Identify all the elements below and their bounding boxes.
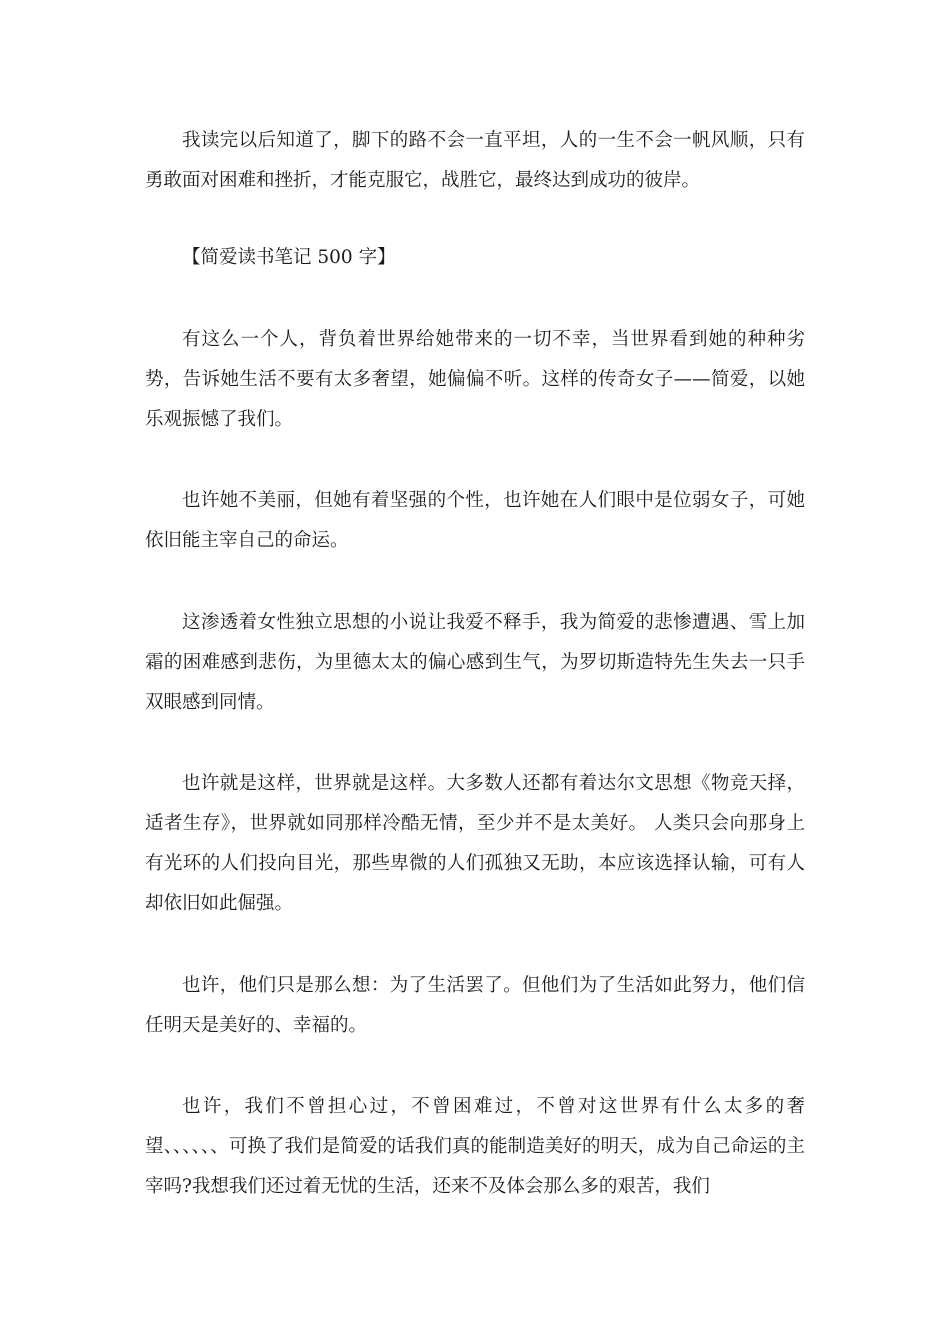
paragraph-character: 也许她不美丽，但她有着坚强的个性，也许她在人们眼中是位弱女子，可她依旧能主宰自己的命运。 [145,490,805,551]
paragraph-world: 也许就是这样，世界就是这样。大多数人还都有着达尔文思想《物竞天择，适者生存》，世界就如同那样冷酷无情，至少并不是太美好。 人类只会向那身上有光环的人们投向目光，那些卑微的人们孤独又无助，本应该选择认输，可有人却依旧如此倔强。 [145,773,805,914]
paragraph-novel: 这渗透着女性独立思想的小说让我爱不释手，我为简爱的悲惨遭遇、雪上加霜的困难感到悲伤，为里德太太的偏心感到生气，为罗切斯造特先生失去一只手双眼感到同情。 [145,612,805,713]
paragraph-reflection: 也许，我们不曾担心过，不曾困难过，不曾对这世界有什么太多的奢望、、、、、、可换了我们是简爱的话我们真的能制造美好的明天，成为自己命运的主宰吗?我想我们还过着无忧的生活，还来不及体会那么多的艰苦，我们 [145,1096,805,1197]
section-heading: 【简爱读书笔记 500 字】 [182,247,396,268]
paragraph-life: 也许，他们只是那么想：为了生活罢了。但他们为了生活如此努力，他们信任明天是美好的、幸福的。 [145,975,805,1036]
paragraph-intro: 有这么一个人，背负着世界给她带来的一切不幸，当世界看到她的种种劣势，告诉她生活不要有太多奢望，她偏偏不听。这样的传奇女子——简爱，以她乐观振憾了我们。 [145,329,805,430]
paragraph-conclusion: 我读完以后知道了，脚下的路不会一直平坦，人的一生不会一帆风顺，只有勇敢面对困难和挫折，才能克服它，战胜它，最终达到成功的彼岸。 [145,130,805,191]
